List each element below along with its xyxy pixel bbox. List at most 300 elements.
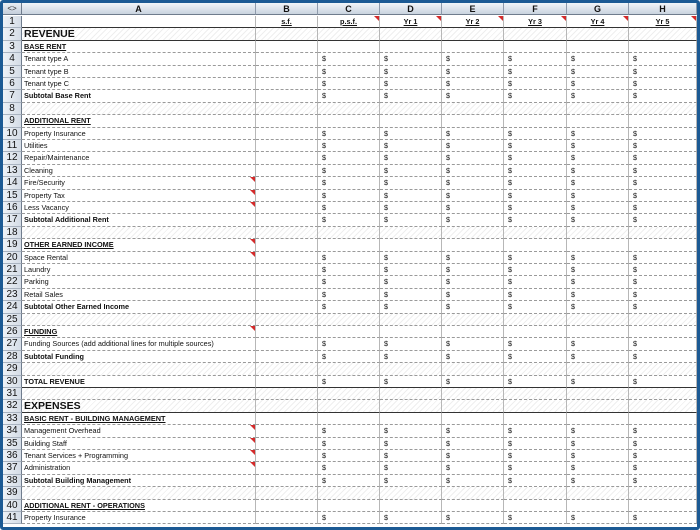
- cell-a8[interactable]: [22, 103, 256, 115]
- cell-e37[interactable]: $: [442, 462, 504, 474]
- cell-g27[interactable]: $: [567, 338, 629, 350]
- cell-c27[interactable]: $: [318, 338, 380, 350]
- row-header-39[interactable]: 39: [3, 487, 22, 499]
- cell-h16[interactable]: $: [629, 202, 697, 214]
- cell-a29[interactable]: [22, 363, 256, 375]
- cell-c19[interactable]: [318, 239, 380, 251]
- column-header-h[interactable]: H: [629, 3, 697, 15]
- cell-a33[interactable]: BASIC RENT - BUILDING MANAGEMENT: [22, 413, 256, 425]
- cell-h41[interactable]: $: [629, 512, 697, 524]
- row-header-3[interactable]: 3: [3, 41, 22, 53]
- row-header-38[interactable]: 38: [3, 475, 22, 487]
- cell-d13[interactable]: $: [380, 165, 442, 177]
- cell-h34[interactable]: $: [629, 425, 697, 437]
- cell-f23[interactable]: $: [504, 289, 567, 301]
- cell-e6[interactable]: $: [442, 78, 504, 90]
- cell-g30[interactable]: $: [567, 376, 629, 388]
- comment-indicator-icon[interactable]: [561, 16, 566, 21]
- cell-a19[interactable]: OTHER EARNED INCOME: [22, 239, 256, 251]
- cell-d18[interactable]: [380, 227, 442, 239]
- cell-b38[interactable]: [256, 475, 318, 487]
- cell-c15[interactable]: $: [318, 190, 380, 202]
- cell-c20[interactable]: $: [318, 252, 380, 264]
- cell-a12[interactable]: Repair/Maintenance: [22, 152, 256, 164]
- row-header-6[interactable]: 6: [3, 78, 22, 90]
- cell-d4[interactable]: $: [380, 53, 442, 65]
- cell-g16[interactable]: $: [567, 202, 629, 214]
- cell-f8[interactable]: [504, 103, 567, 115]
- cell-f14[interactable]: $: [504, 177, 567, 189]
- cell-e33[interactable]: [442, 413, 504, 425]
- cell-d2[interactable]: [380, 28, 442, 40]
- row-header-1[interactable]: 1: [3, 16, 22, 28]
- cell-h21[interactable]: $: [629, 264, 697, 276]
- cell-h1[interactable]: Yr 5: [629, 16, 697, 28]
- cell-h10[interactable]: $: [629, 128, 697, 140]
- cell-a34[interactable]: Management Overhead: [22, 425, 256, 437]
- cell-b16[interactable]: [256, 202, 318, 214]
- cell-e14[interactable]: $: [442, 177, 504, 189]
- row-header-17[interactable]: 17: [3, 214, 22, 226]
- cell-a23[interactable]: Retail Sales: [22, 289, 256, 301]
- cell-f6[interactable]: $: [504, 78, 567, 90]
- row-header-19[interactable]: 19: [3, 239, 22, 251]
- comment-indicator-icon[interactable]: [250, 450, 255, 455]
- cell-d3[interactable]: [380, 41, 442, 53]
- cell-c41[interactable]: $: [318, 512, 380, 524]
- cell-g34[interactable]: $: [567, 425, 629, 437]
- cell-h30[interactable]: $: [629, 376, 697, 388]
- cell-h3[interactable]: [629, 41, 697, 53]
- cell-d5[interactable]: $: [380, 66, 442, 78]
- cell-f33[interactable]: [504, 413, 567, 425]
- cell-f27[interactable]: $: [504, 338, 567, 350]
- cell-f2[interactable]: [504, 28, 567, 40]
- cell-b2[interactable]: [256, 28, 318, 40]
- cell-h40[interactable]: [629, 500, 697, 512]
- cell-b8[interactable]: [256, 103, 318, 115]
- cell-b13[interactable]: [256, 165, 318, 177]
- cell-f37[interactable]: $: [504, 462, 567, 474]
- cell-e32[interactable]: [442, 400, 504, 412]
- cell-e29[interactable]: [442, 363, 504, 375]
- cell-h13[interactable]: $: [629, 165, 697, 177]
- cell-b20[interactable]: [256, 252, 318, 264]
- cell-g18[interactable]: [567, 227, 629, 239]
- cell-e35[interactable]: $: [442, 438, 504, 450]
- cell-g35[interactable]: $: [567, 438, 629, 450]
- cell-c26[interactable]: [318, 326, 380, 338]
- cell-f20[interactable]: $: [504, 252, 567, 264]
- cell-d10[interactable]: $: [380, 128, 442, 140]
- cell-b21[interactable]: [256, 264, 318, 276]
- cell-c23[interactable]: $: [318, 289, 380, 301]
- cell-h29[interactable]: [629, 363, 697, 375]
- row-header-9[interactable]: 9: [3, 115, 22, 127]
- cell-a37[interactable]: Administration: [22, 462, 256, 474]
- cell-a31[interactable]: [22, 388, 256, 400]
- cell-e1[interactable]: Yr 2: [442, 16, 504, 28]
- cell-d11[interactable]: $: [380, 140, 442, 152]
- row-header-41[interactable]: 41: [3, 512, 22, 524]
- comment-indicator-icon[interactable]: [250, 425, 255, 430]
- cell-b3[interactable]: [256, 41, 318, 53]
- cell-d39[interactable]: [380, 487, 442, 499]
- cell-d12[interactable]: $: [380, 152, 442, 164]
- column-header-c[interactable]: C: [318, 3, 380, 15]
- cell-b26[interactable]: [256, 326, 318, 338]
- cell-g2[interactable]: [567, 28, 629, 40]
- cell-b25[interactable]: [256, 314, 318, 326]
- cell-b4[interactable]: [256, 53, 318, 65]
- cell-e7[interactable]: $: [442, 90, 504, 102]
- column-header-a[interactable]: A: [22, 3, 256, 15]
- cell-g8[interactable]: [567, 103, 629, 115]
- cell-g38[interactable]: $: [567, 475, 629, 487]
- cell-h28[interactable]: $: [629, 351, 697, 363]
- cell-e5[interactable]: $: [442, 66, 504, 78]
- cell-b1[interactable]: s.f.: [256, 16, 318, 28]
- row-header-14[interactable]: 14: [3, 177, 22, 189]
- comment-indicator-icon[interactable]: [250, 252, 255, 257]
- cell-e40[interactable]: [442, 500, 504, 512]
- cell-h38[interactable]: $: [629, 475, 697, 487]
- cell-c24[interactable]: $: [318, 301, 380, 313]
- row-header-31[interactable]: 31: [3, 388, 22, 400]
- cell-g9[interactable]: [567, 115, 629, 127]
- cell-f39[interactable]: [504, 487, 567, 499]
- cell-f34[interactable]: $: [504, 425, 567, 437]
- cell-c29[interactable]: [318, 363, 380, 375]
- cell-d17[interactable]: $: [380, 214, 442, 226]
- cell-a26[interactable]: FUNDING: [22, 326, 256, 338]
- cell-c30[interactable]: $: [318, 376, 380, 388]
- cell-f36[interactable]: $: [504, 450, 567, 462]
- cell-g36[interactable]: $: [567, 450, 629, 462]
- cell-c25[interactable]: [318, 314, 380, 326]
- cell-b36[interactable]: [256, 450, 318, 462]
- cell-a13[interactable]: Cleaning: [22, 165, 256, 177]
- cell-a25[interactable]: [22, 314, 256, 326]
- cell-b41[interactable]: [256, 512, 318, 524]
- cell-g4[interactable]: $: [567, 53, 629, 65]
- row-header-7[interactable]: 7: [3, 90, 22, 102]
- cell-h24[interactable]: $: [629, 301, 697, 313]
- row-header-22[interactable]: 22: [3, 276, 22, 288]
- column-header-b[interactable]: B: [256, 3, 318, 15]
- cell-c12[interactable]: $: [318, 152, 380, 164]
- cell-a6[interactable]: Tenant type C: [22, 78, 256, 90]
- cell-f5[interactable]: $: [504, 66, 567, 78]
- cell-e28[interactable]: $: [442, 351, 504, 363]
- comment-indicator-icon[interactable]: [250, 239, 255, 244]
- cell-h25[interactable]: [629, 314, 697, 326]
- cell-g14[interactable]: $: [567, 177, 629, 189]
- cell-f35[interactable]: $: [504, 438, 567, 450]
- cell-c7[interactable]: $: [318, 90, 380, 102]
- comment-indicator-icon[interactable]: [623, 16, 628, 21]
- cell-d19[interactable]: [380, 239, 442, 251]
- select-all-corner[interactable]: <>: [3, 3, 22, 15]
- cell-e34[interactable]: $: [442, 425, 504, 437]
- cell-g32[interactable]: [567, 400, 629, 412]
- cell-e12[interactable]: $: [442, 152, 504, 164]
- cell-d16[interactable]: $: [380, 202, 442, 214]
- cell-c5[interactable]: $: [318, 66, 380, 78]
- cell-a16[interactable]: Less Vacancy: [22, 202, 256, 214]
- cell-d33[interactable]: [380, 413, 442, 425]
- cell-f7[interactable]: $: [504, 90, 567, 102]
- cell-f13[interactable]: $: [504, 165, 567, 177]
- cell-e16[interactable]: $: [442, 202, 504, 214]
- cell-e2[interactable]: [442, 28, 504, 40]
- cell-e18[interactable]: [442, 227, 504, 239]
- cell-b9[interactable]: [256, 115, 318, 127]
- cell-g10[interactable]: $: [567, 128, 629, 140]
- cell-g23[interactable]: $: [567, 289, 629, 301]
- cell-h6[interactable]: $: [629, 78, 697, 90]
- cell-a18[interactable]: [22, 227, 256, 239]
- cell-a4[interactable]: Tenant type A: [22, 53, 256, 65]
- cell-c16[interactable]: $: [318, 202, 380, 214]
- cell-d22[interactable]: $: [380, 276, 442, 288]
- cell-b15[interactable]: [256, 190, 318, 202]
- cell-g20[interactable]: $: [567, 252, 629, 264]
- cell-e23[interactable]: $: [442, 289, 504, 301]
- column-header-e[interactable]: E: [442, 3, 504, 15]
- row-header-5[interactable]: 5: [3, 66, 22, 78]
- cell-e20[interactable]: $: [442, 252, 504, 264]
- cell-a41[interactable]: Property Insurance: [22, 512, 256, 524]
- cell-d30[interactable]: $: [380, 376, 442, 388]
- cell-g3[interactable]: [567, 41, 629, 53]
- cell-c14[interactable]: $: [318, 177, 380, 189]
- cell-b40[interactable]: [256, 500, 318, 512]
- cell-h26[interactable]: [629, 326, 697, 338]
- cell-f12[interactable]: $: [504, 152, 567, 164]
- row-header-27[interactable]: 27: [3, 338, 22, 350]
- cell-e9[interactable]: [442, 115, 504, 127]
- cell-f26[interactable]: [504, 326, 567, 338]
- comment-indicator-icon[interactable]: [250, 190, 255, 195]
- cell-f19[interactable]: [504, 239, 567, 251]
- cell-g13[interactable]: $: [567, 165, 629, 177]
- cell-f32[interactable]: [504, 400, 567, 412]
- cell-h39[interactable]: [629, 487, 697, 499]
- cell-e39[interactable]: [442, 487, 504, 499]
- cell-d25[interactable]: [380, 314, 442, 326]
- cell-g28[interactable]: $: [567, 351, 629, 363]
- cell-e22[interactable]: $: [442, 276, 504, 288]
- cell-f41[interactable]: $: [504, 512, 567, 524]
- cell-d1[interactable]: Yr 1: [380, 16, 442, 28]
- cell-g24[interactable]: $: [567, 301, 629, 313]
- cell-d28[interactable]: $: [380, 351, 442, 363]
- cell-h2[interactable]: [629, 28, 697, 40]
- cell-d24[interactable]: $: [380, 301, 442, 313]
- cell-b35[interactable]: [256, 438, 318, 450]
- comment-indicator-icon[interactable]: [436, 16, 441, 21]
- cell-g1[interactable]: Yr 4: [567, 16, 629, 28]
- comment-indicator-icon[interactable]: [250, 462, 255, 467]
- cell-g15[interactable]: $: [567, 190, 629, 202]
- cell-c39[interactable]: [318, 487, 380, 499]
- cell-b11[interactable]: [256, 140, 318, 152]
- cell-f24[interactable]: $: [504, 301, 567, 313]
- cell-g7[interactable]: $: [567, 90, 629, 102]
- cell-c28[interactable]: $: [318, 351, 380, 363]
- cell-e27[interactable]: $: [442, 338, 504, 350]
- cell-c21[interactable]: $: [318, 264, 380, 276]
- cell-b39[interactable]: [256, 487, 318, 499]
- cell-h32[interactable]: [629, 400, 697, 412]
- cell-f28[interactable]: $: [504, 351, 567, 363]
- cell-g25[interactable]: [567, 314, 629, 326]
- cell-h8[interactable]: [629, 103, 697, 115]
- cell-g21[interactable]: $: [567, 264, 629, 276]
- cell-c31[interactable]: [318, 388, 380, 400]
- cell-c18[interactable]: [318, 227, 380, 239]
- cell-a7[interactable]: Subtotal Base Rent: [22, 90, 256, 102]
- row-header-4[interactable]: 4: [3, 53, 22, 65]
- cell-b7[interactable]: [256, 90, 318, 102]
- cell-a24[interactable]: Subtotal Other Earned Income: [22, 301, 256, 313]
- cell-f30[interactable]: $: [504, 376, 567, 388]
- cell-a35[interactable]: Building Staff: [22, 438, 256, 450]
- row-header-21[interactable]: 21: [3, 264, 22, 276]
- cell-g33[interactable]: [567, 413, 629, 425]
- cell-e30[interactable]: $: [442, 376, 504, 388]
- cell-c40[interactable]: [318, 500, 380, 512]
- cell-h14[interactable]: $: [629, 177, 697, 189]
- row-header-34[interactable]: 34: [3, 425, 22, 437]
- cell-e13[interactable]: $: [442, 165, 504, 177]
- cell-g5[interactable]: $: [567, 66, 629, 78]
- cell-g6[interactable]: $: [567, 78, 629, 90]
- cell-c34[interactable]: $: [318, 425, 380, 437]
- cell-b22[interactable]: [256, 276, 318, 288]
- column-header-g[interactable]: G: [567, 3, 629, 15]
- row-header-40[interactable]: 40: [3, 500, 22, 512]
- cell-d37[interactable]: $: [380, 462, 442, 474]
- cell-f29[interactable]: [504, 363, 567, 375]
- cell-f25[interactable]: [504, 314, 567, 326]
- cell-d8[interactable]: [380, 103, 442, 115]
- row-header-15[interactable]: 15: [3, 190, 22, 202]
- row-header-18[interactable]: 18: [3, 227, 22, 239]
- cell-a3[interactable]: BASE RENT: [22, 41, 256, 53]
- cell-a30[interactable]: TOTAL REVENUE: [22, 376, 256, 388]
- cell-c9[interactable]: [318, 115, 380, 127]
- cell-b37[interactable]: [256, 462, 318, 474]
- cell-h9[interactable]: [629, 115, 697, 127]
- row-header-10[interactable]: 10: [3, 128, 22, 140]
- comment-indicator-icon[interactable]: [250, 202, 255, 207]
- cell-c2[interactable]: [318, 28, 380, 40]
- cell-c33[interactable]: [318, 413, 380, 425]
- cell-d34[interactable]: $: [380, 425, 442, 437]
- cell-f10[interactable]: $: [504, 128, 567, 140]
- cell-e17[interactable]: $: [442, 214, 504, 226]
- cell-e21[interactable]: $: [442, 264, 504, 276]
- cell-h36[interactable]: $: [629, 450, 697, 462]
- cell-b29[interactable]: [256, 363, 318, 375]
- row-header-30[interactable]: 30: [3, 376, 22, 388]
- cell-d6[interactable]: $: [380, 78, 442, 90]
- comment-indicator-icon[interactable]: [250, 438, 255, 443]
- cell-c4[interactable]: $: [318, 53, 380, 65]
- cell-f1[interactable]: Yr 3: [504, 16, 567, 28]
- cell-d38[interactable]: $: [380, 475, 442, 487]
- cell-f16[interactable]: $: [504, 202, 567, 214]
- row-header-12[interactable]: 12: [3, 152, 22, 164]
- cell-d40[interactable]: [380, 500, 442, 512]
- cell-h15[interactable]: $: [629, 190, 697, 202]
- cell-b28[interactable]: [256, 351, 318, 363]
- cell-f40[interactable]: [504, 500, 567, 512]
- cell-c3[interactable]: [318, 41, 380, 53]
- cell-h37[interactable]: $: [629, 462, 697, 474]
- cell-d15[interactable]: $: [380, 190, 442, 202]
- row-header-35[interactable]: 35: [3, 438, 22, 450]
- cell-d35[interactable]: $: [380, 438, 442, 450]
- cell-a39[interactable]: [22, 487, 256, 499]
- row-header-16[interactable]: 16: [3, 202, 22, 214]
- cell-b32[interactable]: [256, 400, 318, 412]
- cell-d21[interactable]: $: [380, 264, 442, 276]
- cell-a17[interactable]: Subtotal Additional Rent: [22, 214, 256, 226]
- cell-e19[interactable]: [442, 239, 504, 251]
- cell-b27[interactable]: [256, 338, 318, 350]
- cell-d26[interactable]: [380, 326, 442, 338]
- cell-e31[interactable]: [442, 388, 504, 400]
- cell-e15[interactable]: $: [442, 190, 504, 202]
- cell-h35[interactable]: $: [629, 438, 697, 450]
- cell-c8[interactable]: [318, 103, 380, 115]
- row-header-29[interactable]: 29: [3, 363, 22, 375]
- cell-b23[interactable]: [256, 289, 318, 301]
- cell-a40[interactable]: ADDITIONAL RENT - OPERATIONS: [22, 500, 256, 512]
- cell-g11[interactable]: $: [567, 140, 629, 152]
- comment-indicator-icon[interactable]: [691, 16, 696, 21]
- cell-d7[interactable]: $: [380, 90, 442, 102]
- cell-c1[interactable]: p.s.f.: [318, 16, 380, 28]
- cell-g31[interactable]: [567, 388, 629, 400]
- cell-h11[interactable]: $: [629, 140, 697, 152]
- row-header-37[interactable]: 37: [3, 462, 22, 474]
- cell-a11[interactable]: Utilities: [22, 140, 256, 152]
- cell-g26[interactable]: [567, 326, 629, 338]
- cell-b5[interactable]: [256, 66, 318, 78]
- row-header-8[interactable]: 8: [3, 103, 22, 115]
- cell-b30[interactable]: [256, 376, 318, 388]
- cell-d14[interactable]: $: [380, 177, 442, 189]
- cell-e36[interactable]: $: [442, 450, 504, 462]
- cell-g41[interactable]: $: [567, 512, 629, 524]
- cell-e41[interactable]: $: [442, 512, 504, 524]
- cell-a5[interactable]: Tenant type B: [22, 66, 256, 78]
- cell-a21[interactable]: Laundry: [22, 264, 256, 276]
- cell-c6[interactable]: $: [318, 78, 380, 90]
- column-header-d[interactable]: D: [380, 3, 442, 15]
- cell-d9[interactable]: [380, 115, 442, 127]
- cell-g17[interactable]: $: [567, 214, 629, 226]
- cell-h31[interactable]: [629, 388, 697, 400]
- cell-b31[interactable]: [256, 388, 318, 400]
- cell-e11[interactable]: $: [442, 140, 504, 152]
- cell-g29[interactable]: [567, 363, 629, 375]
- cell-f31[interactable]: [504, 388, 567, 400]
